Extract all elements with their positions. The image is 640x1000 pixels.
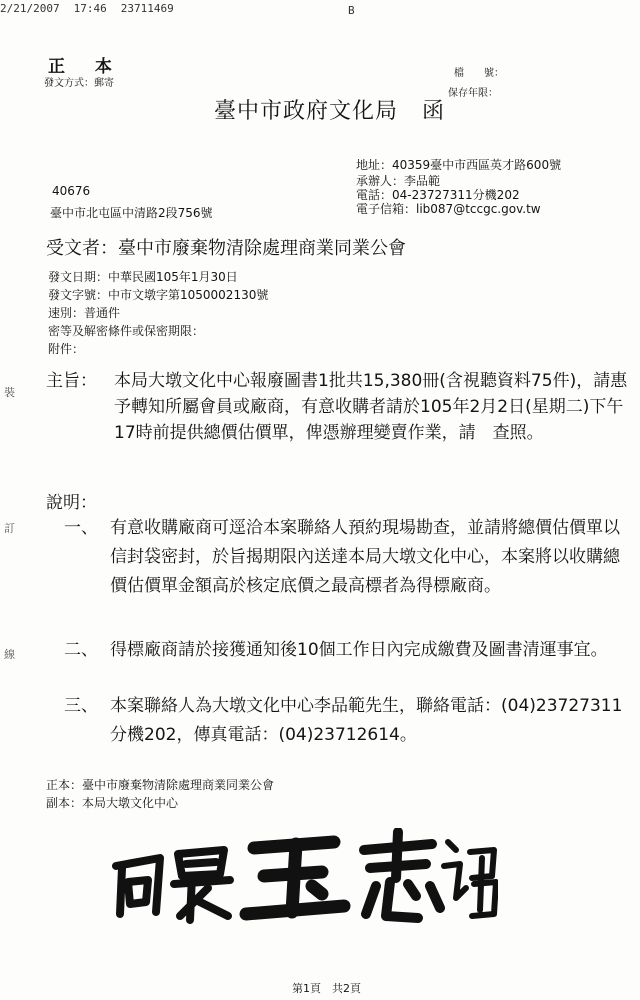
document-type: 函 (422, 99, 446, 124)
agency-name: 臺中市政府文化局 (214, 99, 399, 124)
copy-recipient: 副本：本局大墩文化中心 (46, 796, 179, 810)
send-method: 發文方式：郵寄 (44, 78, 114, 89)
secrecy-level: 密等及解密條件或保密期限： (48, 324, 205, 338)
binding-mark: 裝 (4, 386, 15, 399)
item-text: 本案聯絡人為大墩文化中心李品範先生，聯絡電話：(04)23727311分機202，傳真電話：(04)23712614。 (110, 696, 623, 745)
director-signature (108, 828, 498, 924)
fax-number: 23711469 (120, 2, 174, 15)
recipient-postcode: 40676 (52, 184, 91, 198)
binding-mark: 線 (4, 648, 15, 661)
item-number: 一、 (64, 518, 98, 538)
contact-handler: 承辦人：李品範 (356, 174, 441, 188)
fax-page-mark: B (348, 4, 355, 17)
file-number-label: 檔 號： (454, 68, 504, 79)
signature-text (108, 828, 113, 829)
attachment: 附件： (48, 342, 85, 356)
contact-phone: 電話：04-23727311分機202 (356, 188, 520, 202)
fax-time: 17:46 (73, 2, 107, 15)
fax-header (0, 2, 188, 15)
original-recipient: 正本：臺中市廢棄物清除處理商業同業公會 (46, 778, 275, 792)
recipient: 受文者：臺中市廢棄物清除處理商業同業公會 (46, 238, 406, 259)
item-number: 二、 (64, 640, 98, 660)
contact-email: 電子信箱：lib087@tccgc.gov.tw (356, 202, 541, 216)
subject-label: 主旨： (46, 371, 97, 391)
item-text: 有意收購廠商可逕洽本案聯絡人預約現場勘查，並請將總價估價單以信封袋密封，於旨揭期限內送達本局大墩文化中心，本案將以收購總價估價單金額高於核定底價之最高標者為得標廠商。 (110, 518, 620, 596)
item-text: 得標廠商請於接獲通知後10個工作日內完成繳費及圖書清運事宜。 (110, 640, 608, 660)
issue-date: 發文日期：中華民國105年1月30日 (48, 270, 238, 284)
recipient-address: 臺中市北屯區中清路2段756號 (50, 206, 213, 220)
page-footer: 第1頁 共2頁 (292, 982, 361, 995)
subject-text: 本局大墩文化中心報廢圖書1批共15,380冊(含視聽資料75件)，請惠予轉知所屬會員或廠商，有意收購者請於105年2月2日(星期二)下午17時前提供總價估價單，俾憑辦理變賣作業，請 查照。 (114, 371, 628, 443)
retention-label: 保存年限： (448, 88, 498, 99)
signature-brush-strokes (108, 828, 498, 924)
document-title (214, 94, 445, 125)
document-number: 發文字號：中市文墩字第1050002130號 (48, 288, 269, 302)
item-number: 三、 (64, 696, 98, 716)
binding-mark: 訂 (4, 522, 15, 535)
explain-label: 說明： (46, 493, 97, 513)
copy-mark: 正 本 (48, 57, 124, 77)
fax-date: 2/21/2007 (0, 2, 60, 15)
contact-address: 地址：40359臺中市西區英才路600號 (356, 158, 562, 172)
speed-class: 速別：普通件 (48, 306, 121, 320)
